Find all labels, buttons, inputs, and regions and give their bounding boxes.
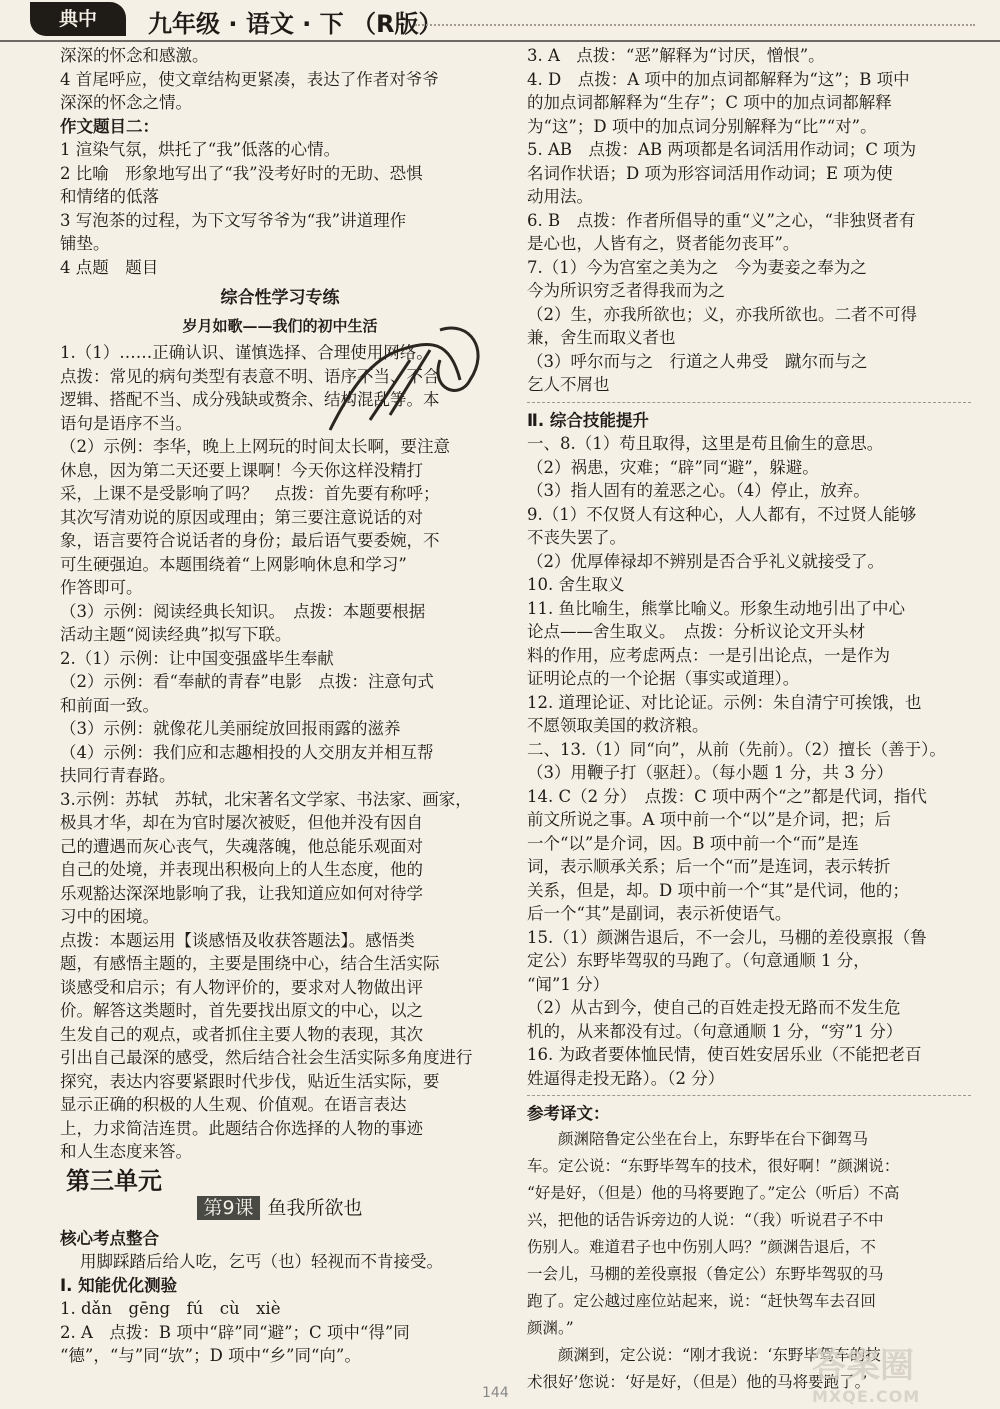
header-decoration [415,24,975,28]
essay-heading: 作文题目二： [60,116,159,136]
text-line: 和前面一致。 [60,695,159,715]
text-line: （3）用鞭子打（驱赶）。（每小题 1 分，共 3 分） [527,763,893,782]
text-line: 名词作状语；D 项为形容词活用作动词；E 项为使 [527,163,893,183]
text-line: 动用法。 [527,187,593,206]
text-line: （2）从古到今，使自己的百姓走投无路而不发生危 [527,998,901,1017]
text-line: 语句是语序不当。 [60,413,192,433]
text-line: 引出自己最深的感受，然后结合社会生活实际多角度进行 [60,1048,473,1067]
text-line: 不丧失罢了。 [527,528,626,547]
text-line: 乐观豁达深深地影响了我，让我知道应如何对待学 [60,883,423,903]
text-line: 机的，从来都没有过。（句意通顺 1 分，“穷”1 分） [527,1021,903,1041]
text-line: 活动主题“阅读经典”拟写下联。 [60,625,292,644]
text-line: 伤别人。难道君子也中伤别人吗？”颜渊告退后，不 [527,1237,876,1256]
text-line: 料的作用，应考虑两点：一是引出论点，一是作为 [527,645,890,665]
text-line: 一个“以”是介词，因。B 项中前一个“而”是连 [527,833,859,853]
text-line: 前文所说之事。A 项中前一个“以”是介词，把；后 [527,810,892,829]
text-line: 其次写清劝说的原因或理由；第三要注意说话的对 [60,507,423,527]
text-line: 点拨：本题运用【谈感悟及收获答题法】。感悟类 [60,930,415,950]
text-line: 12. 道理论证、对比论证。示例：朱自清宁可挨饿，也 [527,692,922,712]
text-line: （3）示例：就像花儿美丽绽放回报雨露的滋养 [60,719,401,738]
text-line: 1.（1）……正确认识、谨慎选择、合理使用网络。 [60,343,433,362]
text-line: 2.（1）示例：让中国变强盛毕生奉献 [60,648,334,668]
answers-8-16 [527,432,971,1090]
question-2 [60,647,500,788]
text-line: 题，有感悟主题的，主要是围绕中心，结合生活实际 [60,954,440,973]
text-line: 一、8.（1）苟且取得，这里是苟且偷生的意思。 [527,434,884,453]
text-line: （2）优厚俸禄却不辨别是否合乎礼义就接受了。 [527,551,884,571]
watermark-sub: MXQE.COM [812,1387,921,1406]
text-line: 极具才华，却在为官时屡次被贬，但他并没有因自 [60,813,423,832]
text-line: 兼，舍生而取义者也 [527,328,676,347]
text-line: （3）示例：阅读经典长知识。 点拨：本题要根据 [60,601,426,621]
text-line: 上，力求简洁连贯。此题结合你选择的人物的事迹 [60,1118,423,1138]
text-line: 兴，把他的话告诉旁边的人说：“（我）听说君子不中 [527,1210,884,1229]
watermark-main: 答案圈 [812,1346,914,1386]
core-answer: 用脚踩踏后给人吃，乞丐（也）轻视而不肯接受。 [80,1252,443,1271]
essay-answers [60,138,500,279]
text-line: 价。解答这类题时，首先要找出原文的中心，以之 [60,1001,423,1020]
text-line: 生发自己的观点，或者抓住主要人物的表现，其次 [60,1024,423,1044]
text-line: 14. C（2 分） 点拨：C 项中两个“之”都是代词，指代 [527,786,927,806]
lesson-title: 鱼我所欲也 [267,1197,363,1219]
page-number: 144 [482,1385,509,1401]
text-line: 4 点题 题目 [60,257,159,277]
text-line: 11. 鱼比喻生，熊掌比喻义。形象生动地引出了中心 [527,598,905,618]
text-line: 5. AB 点拨：AB 两项都是名词活用作动词；C 项为 [527,140,917,159]
text-line: 后一个“其”是副词，表示祈使语气。 [527,904,792,923]
text-line: 7.（1）今为宫室之美为之 今为妻妾之奉为之 [527,257,867,277]
divider [527,1095,971,1097]
text-line: 颜渊到，定公说：“刚才我说：‘东野毕驾车的技 [527,1345,881,1364]
left-column [60,44,500,1368]
book-title: 九年级 · 语文 · 下 （R版） [148,10,443,38]
text-line: 3 写泡茶的过程，为下文写爷爷为“我”讲道理作 [60,210,407,230]
text-line: 谈感受和启示；有人物评价的，要求对人物做出评 [60,977,423,997]
text-line: 6. B 点拨：作者所倡导的重“义”之心，“非独贤者有 [527,210,916,230]
text-line: 10. 舍生取义 [527,575,625,594]
text-line: 的加点词都解释为“生存”；C 项中的加点词都解释 [527,93,892,112]
text-line: （2）生，亦我所欲也；义，亦我所欲也。二者不可得 [527,304,917,324]
text-line: 探究，表达内容要紧跟时代步伐，贴近生活实际，要 [60,1071,440,1091]
text-line: 扶同行青春路。 [60,766,176,785]
text-line: 乞人不屑也 [527,375,610,394]
brand-logo: 典中 [30,2,126,36]
text-line: 定公）东野毕驾驭的马跑了。（句意通顺 1 分， [527,951,870,970]
page-header [0,0,1000,42]
text-line: 颜渊。” [527,1318,574,1337]
answers-3-7 [527,44,971,397]
text-line: 3. A 点拨：“恶”解释为“讨厌，憎恨”。 [527,46,825,65]
text-line: 不愿领取美国的救济粮。 [527,716,709,735]
core-heading: 核心考点整合 [60,1228,159,1248]
part2-heading: Ⅱ. 综合技能提升 [527,410,649,430]
section-subtitle: 岁月如歌——我们的初中生活 [182,316,378,335]
text-line: 逻辑、搭配不当、成分残缺或赘余、结构混乱等。本 [60,390,440,409]
text-line: 今为所识穷乏者得我而为之 [527,281,725,300]
text-line: 证明论点的一个论据（事实或道理）。 [527,669,800,688]
section-title: 综合性学习专练 [220,288,340,308]
part1-heading: Ⅰ. 知能优化测验 [60,1275,178,1295]
text-line: 和人生态度来答。 [60,1142,192,1161]
text-line: “好是好，（但是）他的马将要跑了。”定公（听后）不高 [527,1183,900,1202]
text-line: 9.（1）不仅贤人有这种心，人人都有，不过贤人能够 [527,504,917,524]
text-line: （2）祸患，灾难；“辟”同“避”，躲避。 [527,457,819,477]
text-line: 15.（1）颜渊告退后，不一会儿，马棚的差役禀报（鲁 [527,927,927,947]
text-line: 4 首尾呼应，使文章结构更紧凑，表达了作者对爷爷 [60,69,439,89]
text-line: 显示正确的积极的人生观、价值观。在语言表达 [60,1095,407,1114]
text-line: 铺垫。 [60,234,110,253]
unit-title: 第三单元 [66,1166,162,1195]
text-line: 4. D 点拨：A 项中的加点词都解释为“这”；B 项中 [527,69,910,89]
text-line: 和情绪的低落 [60,187,159,206]
text-line: “德”，“与”同“欤”；D 项中“乡”同“向”。 [60,1346,361,1365]
text-line: （2）示例：看“奉献的青春”电影 点拨：注意句式 [60,672,434,691]
text-line: 关系，但是，却。D 项中前一个“其”是代词，他的； [527,880,909,900]
part1-answers [60,1297,500,1368]
text-line: 2 比喻 形象地写出了“我”没考好时的无助、恐惧 [60,163,423,183]
text-line: 16. 为政者要体恤民情，使百姓安居乐业（不能把老百 [527,1045,922,1064]
lesson-heading [60,1197,500,1221]
text-line: 2. A 点拨：B 项中“辟”同“避”；C 项中“得”同 [60,1322,410,1342]
text-line: 作答即可。 [60,578,143,597]
handwritten-signature [310,320,500,450]
right-column [527,44,971,1396]
text-line: 象，语言要符合说话者的身份；最后语气要委婉，不 [60,531,440,550]
translation-heading: 参考译文： [527,1104,610,1123]
answers-top [60,44,500,115]
lesson-tag: 第9课 [197,1196,259,1220]
text-line: 采，上课不是受影响了吗？ 点拨：首先要有称呼； [60,484,440,503]
text-line: 颜渊陪鲁定公坐在台上，东野毕在台下御驾马 [527,1129,869,1148]
question-3 [60,788,500,1164]
text-line: （4）示例：我们应和志趣相投的人交朋友并相互帮 [60,742,434,762]
text-line: 3.示例：苏轼 苏轼，北宋著名文学家、书法家、画家， [60,789,472,809]
text-line: 习中的困境。 [60,907,159,926]
text-line: （2）示例：李华，晚上上网玩的时间太长啊，要注意 [60,437,450,456]
text-line: 为“这”；D 项中的加点词分别解释为“比”“对”。 [527,116,877,136]
divider [527,402,971,404]
text-line: 深深的怀念和感激。 [60,46,209,65]
text-line: 可生硬强迫。本题围绕着“上网影响休息和学习” [60,554,407,574]
text-line: 深深的怀念之情。 [60,93,192,112]
text-line: 术很好’您说：‘好是好，（但是）他的马将要跑了。’ [527,1372,868,1391]
text-line: 二、13.（1）同“向”，从前（先前）。（2）擅长（善于）。 [527,739,946,759]
text-line: 点拨：常见的病句类型有表意不明、语序不当、不合 [60,366,440,386]
text-line: 姓逼得走投无路）。（2 分） [527,1068,725,1088]
text-line: “闻”1 分） [527,974,610,994]
text-line: 一会儿，马棚的差役禀报（鲁定公）东野毕驾驭的马 [527,1264,884,1283]
text-line: 跑了。定公越过座位站起来，说：“赶快驾车去召回 [527,1291,876,1310]
text-line: 休息，因为第二天还要上课啊！今天你这样没精打 [60,460,423,480]
text-line: 自己的处境，并表现出积极向上的人生态度，他的 [60,860,423,879]
text-line: （3）指人固有的羞恶之心。（4）停止，放弃。 [527,481,870,500]
text-line: （3）呼尔而与之 行道之人弗受 蹴尔而与之 [527,351,868,371]
text-line: 是心也，人皆有之，贤者能勿丧耳”。 [527,234,800,253]
text-line: 己的遭遇而灰心丧气，失魂落魄，他总能乐观面对 [60,836,423,856]
text-line: 1 渲染气氛，烘托了“我”低落的心情。 [60,140,341,159]
text-line: 词，表示顺承关系；后一个“而”是连词，表示转折 [527,857,891,876]
text-line: 1. dǎn gēng fú cù xiè [60,1299,281,1318]
text-line: 车。定公说：“东野毕驾车的技术，很好啊！”颜渊说： [527,1156,900,1175]
watermark [812,1338,982,1406]
text-line: 论点——舍生取义。 点拨：分析议论文开头材 [527,622,866,641]
